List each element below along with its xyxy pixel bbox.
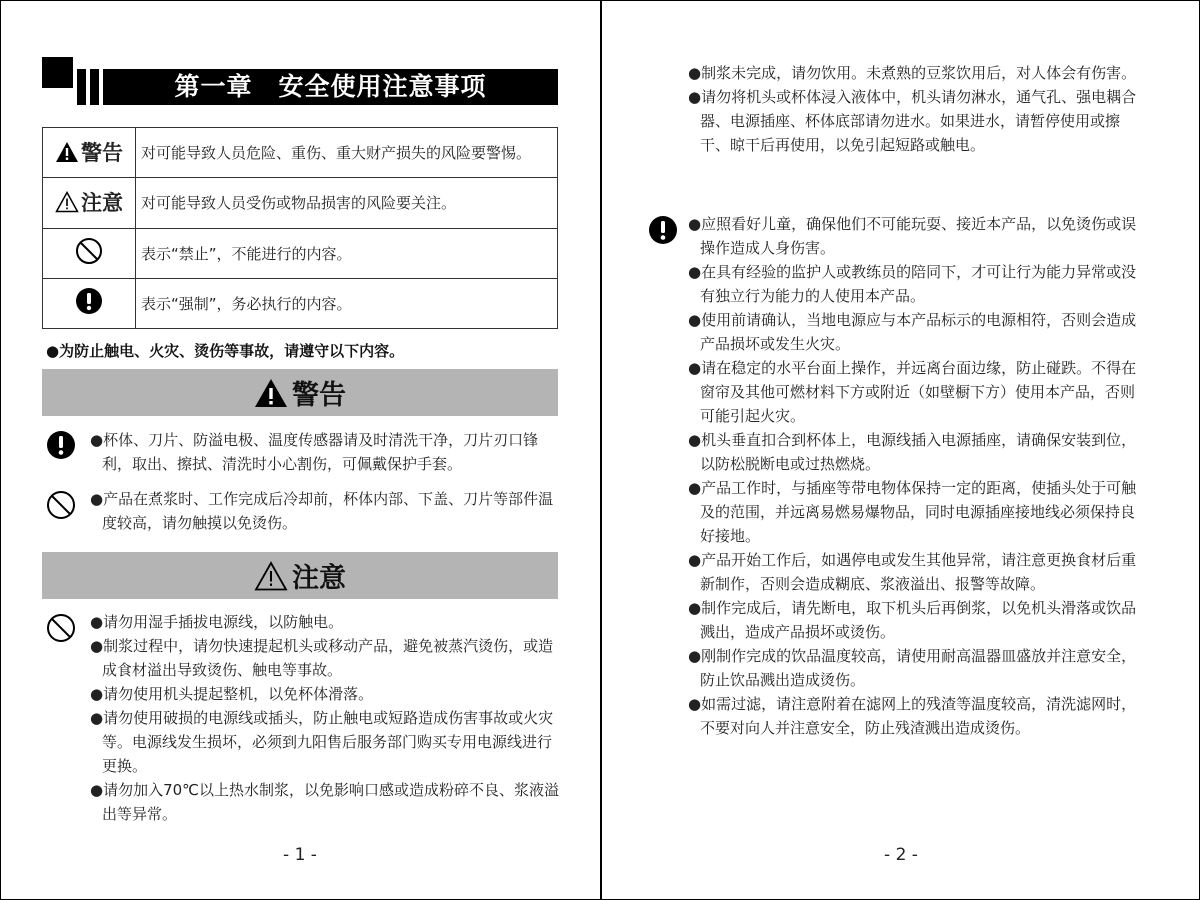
mandatory-list-right <box>688 212 1148 740</box>
caution-heading: 注意 <box>292 563 346 594</box>
warning-triangle-solid-icon <box>254 378 288 408</box>
page-number: - 1 - <box>283 845 317 865</box>
caution-triangle-outline-icon <box>254 561 288 591</box>
list-item: ●产品开始工作后，如遇停电或发生其他异常，请注意更换食材后重新制作，否则会造成糊底、浆液溢出、报警等故障。 <box>688 551 1137 593</box>
list-item: ●刚制作完成的饮品温度较高，请使用耐高温器皿盛放并注意安全，防止饮品溅出造成烫伤。 <box>688 647 1137 689</box>
warning-triangle-solid-icon <box>55 141 79 163</box>
chapter-bar-mark <box>90 69 99 105</box>
warning-mandatory-list <box>90 428 560 476</box>
warning-prohibited-list <box>90 487 560 535</box>
list-item: ●制浆过程中，请勿快速提起机头或移动产品，避免被蒸汽烫伤，或造成食材溢出导致烫伤、触电等事故。 <box>90 637 554 679</box>
right-page <box>602 0 1200 900</box>
mandatory-icon <box>75 287 103 315</box>
mandatory-icon <box>46 430 76 460</box>
legend-symbol-label: 警告 <box>81 141 123 166</box>
warning-heading: 警告 <box>292 380 346 411</box>
list-item: ●请勿将机头或杯体浸入液体中，机头请勿淋水，通气孔、强电耦合器、电源插座、杯体底部请勿进水。如果进水，请暂停使用或擦干、晾干后再使用，以免引起短路或触电。 <box>688 88 1137 154</box>
list-item: ●机头垂直扣合到杯体上，电源线插入电源插座，请确保安装到位，以防松脱断电或过热燃烧。 <box>688 431 1137 473</box>
list-item: ●产品工作时，与插座等带电物体保持一定的距离，使插头处于可触及的范围，并远离易燃易爆物品，同时电源插座接地线必须保持良好接地。 <box>688 479 1137 545</box>
caution-triangle-outline-icon <box>55 191 79 213</box>
list-item: ●应照看好儿童，确保他们不可能玩耍、接近本产品，以免烫伤或误操作造成人身伤害。 <box>688 215 1137 257</box>
legend-row-warning <box>43 128 558 178</box>
list-item: ●请勿用湿手插拔电源线，以防触电。 <box>90 613 344 631</box>
legend-description: 对可能导致人员危险、重伤、重大财产损失的风险要警惕。 <box>136 128 558 178</box>
chapter-header <box>42 57 558 105</box>
list-item: ●请勿使用破损的电源线或插头，防止触电或短路造成伤害事故或火灾等。电源线发生损坏，必须到九阳售后服务部门购买专用电源线进行更换。 <box>90 709 554 775</box>
caution-list-right <box>688 61 1148 157</box>
list-item: ●使用前请确认，当地电源应与本产品标示的电源相符，否则会造成产品损坏或发生火灾。 <box>688 311 1137 353</box>
list-item: ●杯体、刀片、防溢电极、温度传感器请及时清洗干净，刀片刃口锋利，取出、擦拭、清洗时小心割伤，可佩戴保护手套。 <box>90 431 539 473</box>
list-item: ●请勿使用机头提起整机，以免杯体滑落。 <box>90 685 374 703</box>
intro-note: ●为防止触电、火灾、烫伤等事故，请遵守以下内容。 <box>46 342 405 360</box>
caution-list-left <box>90 610 560 826</box>
legend-description: 表示“强制”，务必执行的内容。 <box>136 278 558 328</box>
legend-description: 表示“禁止”，不能进行的内容。 <box>136 228 558 278</box>
page-number: - 2 - <box>884 845 918 865</box>
legend-symbol-label: 注意 <box>81 191 123 216</box>
warning-heading-band <box>42 369 558 416</box>
list-item: ●请勿加入70℃以上热水制浆，以免影响口感或造成粉碎不良、浆液溢出等异常。 <box>90 781 560 823</box>
mandatory-icon <box>648 215 678 245</box>
prohibition-icon <box>46 613 76 643</box>
legend-row-caution <box>43 178 558 228</box>
list-item: ●请在稳定的水平台面上操作，并远离台面边缘，防止碰跌。不得在窗帘及其他可燃材料下方或附近（如壁橱下方）使用本产品，否则可能引起火灾。 <box>688 359 1137 425</box>
list-item: ●在具有经验的监护人或教练员的陪同下，才可让行为能力异常或没有独立行为能力的人使用本产品。 <box>688 263 1137 305</box>
list-item: ●制浆未完成，请勿饮用。未煮熟的豆浆饮用后，对人体会有伤害。 <box>688 64 1137 82</box>
list-item: ●如需过滤，请注意附着在滤网上的残渣等温度较高，清洗滤网时，不要对向人并注意安全，防止残渣溅出造成烫伤。 <box>688 695 1137 737</box>
list-item: ●产品在煮浆时、工作完成后冷却前，杯体内部、下盖、刀片等部件温度较高，请勿触摸以免烫伤。 <box>90 490 554 532</box>
legend-description: 对可能导致人员受伤或物品损害的风险要关注。 <box>136 178 558 228</box>
symbol-legend-table <box>42 127 558 329</box>
legend-row-mandatory <box>43 278 558 328</box>
chapter-square-mark <box>42 57 73 88</box>
chapter-bar-mark <box>77 69 86 105</box>
caution-heading-band <box>42 552 558 599</box>
legend-row-prohibition <box>43 228 558 278</box>
list-item: ●制作完成后，请先断电，取下机头后再倒浆，以免机头滑落或饮品溅出，造成产品损坏或烫伤。 <box>688 599 1137 641</box>
chapter-title: 第一章 安全使用注意事项 <box>103 69 558 105</box>
prohibition-icon <box>46 490 76 520</box>
prohibition-icon <box>75 237 103 265</box>
